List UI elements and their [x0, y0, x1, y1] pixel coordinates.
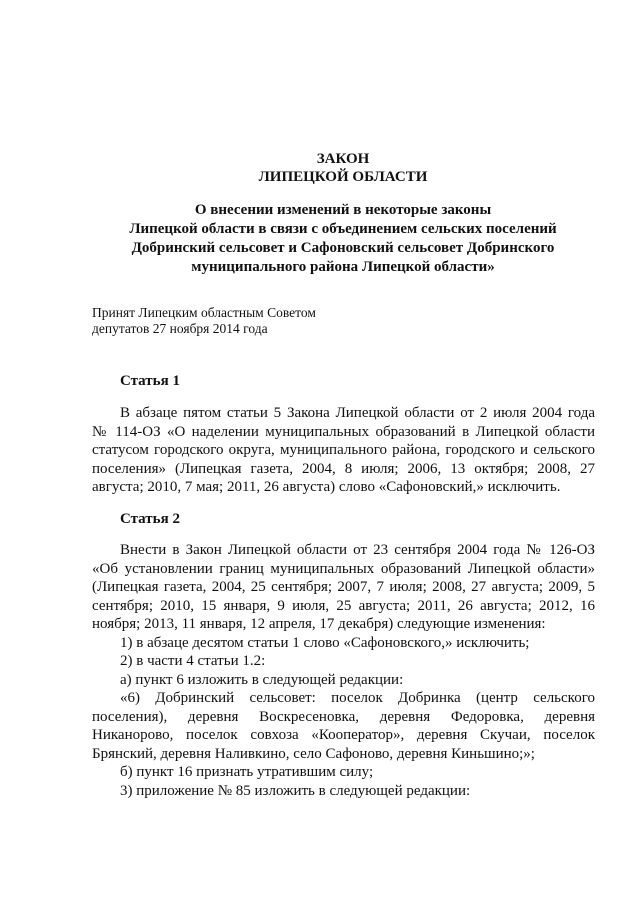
article-1-line: статусом городского округа, муниципального района, городского и сельского: [92, 442, 595, 458]
article-1-line: В абзаце пятом статьи 5 Закона Липецкой области от 2 июля 2004 года: [120, 405, 595, 421]
article-2-item-3: 3) приложение № 85 изложить в следующей редакции:: [120, 782, 471, 799]
adoption-line-1: Принят Липецким областным Советом: [92, 305, 316, 320]
article-1-line: августа; 2010, 7 мая; 2011, 26 августа) слово «Сафоновский,» исключить.: [92, 479, 561, 495]
law-subtitle: [92, 201, 594, 277]
law-subtitle-line-1: О внесении изменений в некоторые законы: [194, 202, 492, 218]
article-1-line: № 114-ОЗ «О наделении муниципальных образований в Липецкой области: [92, 423, 595, 440]
article-2-line: ноября; 2013, 11 января, 12 апреля, 17 декабря) следующие изменения:: [92, 616, 546, 632]
article-2-line: сентября; 2010, 15 января, 9 июля, 25 августа; 2011, 26 августа; 2012, 16: [92, 597, 595, 614]
article-2-item-2a: а) пункт 6 изложить в следующей редакции:: [120, 671, 404, 688]
article-1-text: [92, 404, 595, 497]
article-2-line: (Липецкая газета, 2004, 25 сентября; 2007, 7 июля; 2008, 27 августа; 2009, 5: [92, 579, 595, 595]
quote-line: поселения), деревня Воскресеновка, деревня Федоровка, деревня: [92, 708, 595, 725]
quote-line: «6) Добринский сельсовет: поселок Добринка (центр сельского: [120, 690, 595, 706]
article-2-heading: Статья 2: [120, 511, 180, 527]
quote-line: Брянский, деревня Наливкино, село Сафоново, деревня Киньшино;»;: [92, 745, 535, 762]
adoption-note: [92, 305, 316, 337]
article-2-line: «Об установлении границ муниципальных образований Липецкой области»: [92, 560, 595, 577]
law-subtitle-line-3: Добринский сельсовет и Сафоновский сельсовет Добринского: [131, 240, 555, 256]
article-2-line: Внести в Закон Липецкой области от 23 сентября 2004 года № 126-ОЗ: [120, 542, 595, 558]
quote-line: Никанорово, поселок совхоза «Кооператор», деревня Скучаи, поселок: [92, 727, 595, 743]
adoption-line-2: депутатов 27 ноября 2014 года: [92, 321, 268, 336]
law-title-line-2: ЛИПЕЦКОЙ ОБЛАСТИ: [258, 169, 428, 185]
law-title-line-1: ЗАКОН: [316, 151, 370, 167]
article-1-line: поселения» (Липецкая газета, 2004, 8 июля; 2006, 13 октября; 2008, 27: [92, 460, 595, 477]
law-subtitle-line-2: Липецкой области в связи с объединением сельских поселений: [129, 221, 557, 237]
article-2-item-2b: б) пункт 16 признать утратившим силу;: [120, 764, 374, 780]
article-1-heading: Статья 1: [120, 373, 180, 389]
law-subtitle-line-4: муниципального района Липецкой области»: [191, 259, 495, 275]
article-2-intro: [92, 541, 595, 634]
law-title: [92, 150, 594, 186]
article-2-quote: [92, 689, 595, 763]
article-2-item-1: 1) в абзаце десятом статьи 1 слово «Сафоновского,» исключить;: [120, 634, 530, 651]
article-2-item-2: 2) в части 4 статьи 1.2:: [120, 653, 266, 669]
